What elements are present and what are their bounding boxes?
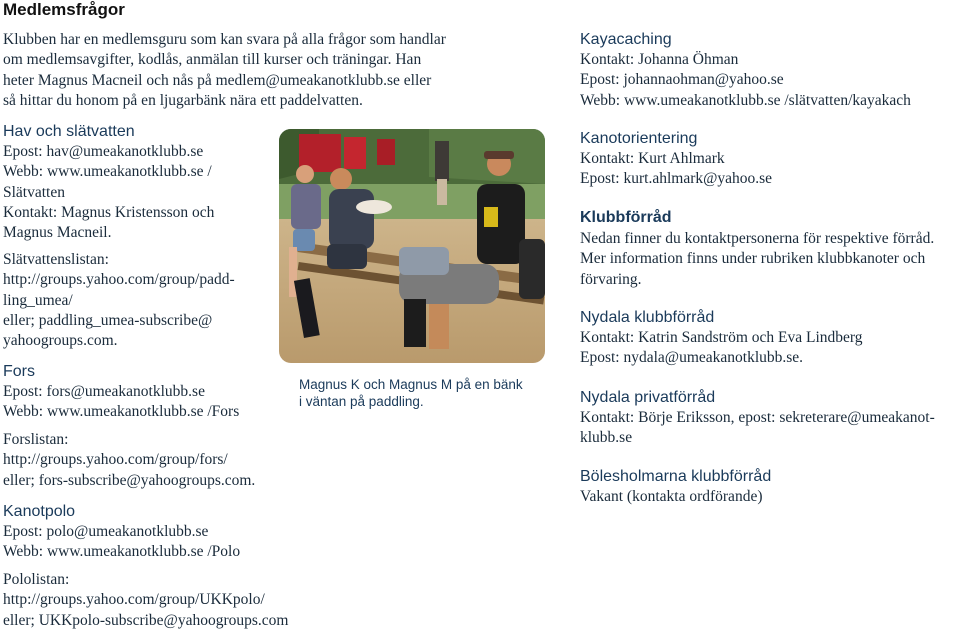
fors-heading: Fors [3,363,35,380]
boles-heading: Bölesholmarna klubbförråd [580,468,772,485]
forrad-line: Mer information finns under rubriken klubbkanoter och [580,250,926,268]
fors-list-line: eller; fors-subscribe@yahoogroups.com. [3,471,256,489]
fors-contact [3,382,239,423]
kayacaching-line: Epost: johannaohman@yahoo.se [580,71,784,89]
polo-list-line: eller; UKKpolo-subscribe@yahoogroups.com [3,611,289,629]
boles-line: Vakant (kontakta ordförande) [580,488,763,505]
orientering-line: Kontakt: Kurt Ahlmark [580,150,725,167]
hav-line: Epost: hav@umeakanotklubb.se [3,143,204,160]
hav-list-line: eller; paddling_umea-subscribe@ [3,311,213,329]
forrad-heading: Klubbförråd [580,209,672,226]
privat-heading: Nydala privatförråd [580,389,716,406]
hav-list [3,250,235,351]
hav-line: Webb: www.umeakanotklubb.se / [3,163,212,181]
orientering-heading: Kanotorientering [580,130,698,147]
hav-line: Kontakt: Magnus Kristensson och [3,203,215,221]
intro-line: heter Magnus Macneil och nås på medlem@umeakanotklubb.se eller [3,71,432,89]
hav-list-line: Slätvattenslistan: [3,251,109,268]
hav-list-line: yahoogroups.com. [3,332,118,350]
fors-line: Webb: www.umeakanotklubb.se /Fors [3,403,240,421]
intro-line: Klubben har en medlemsguru som kan svara på alla frågor som handlar [3,31,446,48]
forrad-text [580,229,934,290]
privat-line: klubb.se [580,429,633,447]
boles-contact [580,487,762,507]
kayacaching-contact [580,50,911,111]
hav-heading: Hav och slätvatten [3,123,135,140]
polo-contact [3,522,240,563]
caption-line: i väntan på paddling. [299,394,424,409]
intro-line: om medlemsavgifter, kodlås, anmälan till kurser och träningar. Han [3,51,422,69]
fors-list-line: Forslistan: [3,431,69,448]
nydala-line: Epost: nydala@umeakanotklubb.se. [580,349,804,367]
forrad-line: Nedan finner du kontaktpersonerna för respektive förråd. [580,230,935,247]
kayacaching-line: Webb: www.umeakanotklubb.se /slätvatten/kayakach [580,91,911,109]
intro-paragraph [3,30,446,111]
orientering-line: Epost: kurt.ahlmark@yahoo.se [580,170,773,188]
hav-line: Slätvatten [3,183,65,201]
privat-contact [580,408,935,449]
fors-line: Epost: fors@umeakanotklubb.se [3,383,205,400]
nydala-heading: Nydala klubbförråd [580,309,715,326]
hav-list-line: http://groups.yahoo.com/group/padd- [3,271,235,289]
privat-line: Kontakt: Börje Eriksson, epost: sekreterare@umeakanot- [580,409,935,426]
forrad-line: förvaring. [580,270,642,288]
nydala-line: Kontakt: Katrin Sandström och Eva Lindberg [580,329,863,346]
kayacaching-heading: Kayacaching [580,31,672,48]
hav-contact [3,142,214,243]
polo-line: Webb: www.umeakanotklubb.se /Polo [3,543,241,561]
caption-line: Magnus K och Magnus M på en bänk [299,377,523,392]
polo-line: Epost: polo@umeakanotklubb.se [3,523,209,540]
nydala-contact [580,328,863,369]
polo-list-line: Pololistan: [3,571,70,588]
photo-caption [299,376,523,410]
polo-list-line: http://groups.yahoo.com/group/UKKpolo/ [3,591,265,609]
polo-heading: Kanotpolo [3,503,76,520]
intro-line: så hittar du honom på en ljugarbänk nära ett paddelvatten. [3,91,363,109]
kayacaching-line: Kontakt: Johanna Öhman [580,51,739,68]
fors-list-line: http://groups.yahoo.com/group/fors/ [3,451,228,469]
polo-list [3,570,288,631]
page-title: Medlemsfrågor [3,0,125,19]
bench-photo [279,129,545,363]
hav-list-line: ling_umea/ [3,291,73,309]
fors-list [3,430,255,491]
hav-line: Magnus Macneil. [3,224,112,242]
orientering-contact [580,149,772,190]
